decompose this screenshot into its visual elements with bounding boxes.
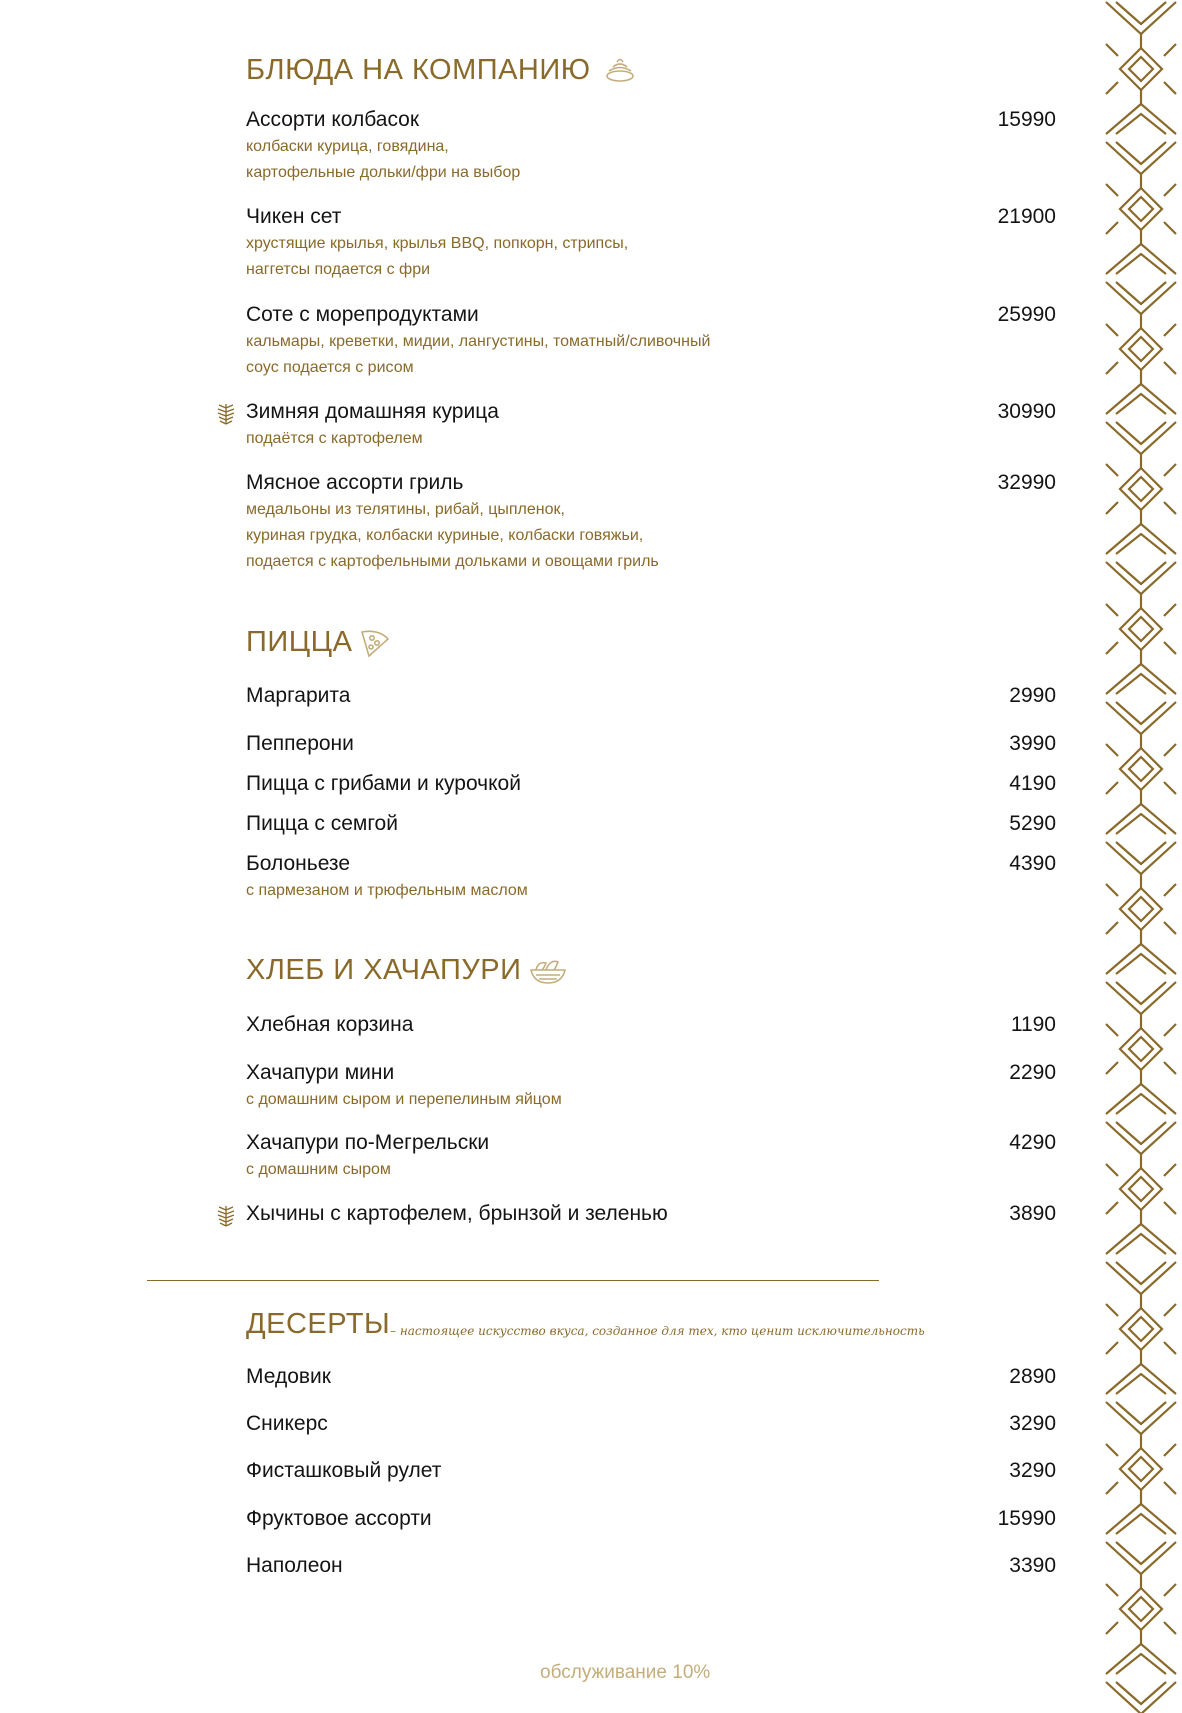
item-name: Пицца с семгой [246, 812, 398, 835]
desc-line: подаётся с картофелем [246, 430, 423, 447]
desserts-tagline: – настоящее искусство вкуса, созданное для тех, кто ценит исключительность [390, 1324, 925, 1338]
menu-item [246, 400, 1056, 452]
menu-item [246, 684, 1056, 708]
desc-line: картофельные дольки/фри на выбор [246, 164, 521, 181]
item-name: Фисташковый рулет [246, 1459, 442, 1482]
section-title-pizza [246, 626, 391, 659]
menu-item [246, 1131, 1056, 1183]
bread-basket-icon [528, 956, 568, 986]
item-description [246, 426, 1056, 452]
menu-item [246, 303, 1056, 381]
menu-item [246, 1554, 1056, 1578]
item-description [246, 878, 1056, 904]
item-description [246, 329, 1056, 381]
item-name: Сникерс [246, 1412, 328, 1435]
item-price: 2890 [1009, 1365, 1056, 1388]
item-price: 2990 [1009, 684, 1056, 707]
item-description [246, 134, 1056, 186]
desc-line: с домашним сыром и перепелиным яйцом [246, 1091, 562, 1108]
menu-item [246, 852, 1056, 904]
section-title-text: БЛЮДА НА КОМПАНИЮ [246, 54, 591, 86]
desc-line: соус подается с рисом [246, 359, 414, 376]
desc-line: хрустящие крылья, крылья BBQ, попкорн, стрипсы, [246, 235, 629, 252]
signature-leaf-icon [214, 402, 238, 426]
item-name: Медовик [246, 1365, 331, 1388]
section-title-desserts [246, 1308, 390, 1341]
item-price: 32990 [997, 471, 1056, 494]
menu-item [246, 205, 1056, 283]
signature-leaf-icon [214, 1204, 238, 1228]
item-name: Хычины с картофелем, брынзой и зеленью [246, 1202, 668, 1225]
item-name: Соте с морепродуктами [246, 303, 479, 326]
item-name: Болоньезе [246, 852, 350, 875]
item-name: Фруктовое ассорти [246, 1507, 432, 1530]
menu-item [246, 1412, 1056, 1436]
menu-item [246, 772, 1056, 796]
menu-item [246, 1507, 1056, 1531]
item-name: Пепперони [246, 732, 354, 755]
section-title-text: ПИЦЦА [246, 626, 353, 658]
item-price: 3290 [1009, 1459, 1056, 1482]
ornament-border [1100, 0, 1182, 1713]
item-name: Хлебная корзина [246, 1013, 414, 1036]
item-price: 4290 [1009, 1131, 1056, 1154]
desc-line: подается с картофельными дольками и овощами гриль [246, 553, 659, 570]
item-name: Хачапури мини [246, 1061, 395, 1084]
desc-line: наггетсы подается с фри [246, 261, 431, 278]
menu-item [246, 471, 1056, 575]
section-title-text: ДЕСЕРТЫ [246, 1308, 391, 1340]
desc-line: с домашним сыром [246, 1161, 391, 1178]
section-divider [147, 1280, 879, 1281]
item-description [246, 231, 1056, 283]
item-price: 3990 [1009, 732, 1056, 755]
desc-line: с пармезаном и трюфельным маслом [246, 882, 528, 899]
item-name: Чикен сет [246, 205, 342, 228]
menu-item [246, 732, 1056, 756]
section-title-bread [246, 954, 568, 987]
item-name: Наполеон [246, 1554, 343, 1577]
item-name: Маргарита [246, 684, 351, 707]
item-description [246, 1087, 1056, 1113]
section-title-text: ХЛЕБ И ХАЧАПУРИ [246, 954, 522, 986]
service-charge-note: обслуживание 10% [540, 1662, 711, 1683]
item-name: Зимняя домашняя курица [246, 400, 499, 423]
item-price: 4190 [1009, 772, 1056, 795]
menu-item [246, 1061, 1056, 1113]
item-price: 3890 [1009, 1202, 1056, 1225]
item-name: Хачапури по-Мегрельски [246, 1131, 490, 1154]
desc-line: колбаски курица, говядина, [246, 138, 449, 155]
item-price: 1190 [1010, 1013, 1056, 1036]
item-price: 30990 [997, 400, 1056, 423]
item-description [246, 1157, 1056, 1183]
menu-item [246, 108, 1056, 186]
item-price: 3390 [1009, 1554, 1056, 1577]
menu-item [246, 1013, 1056, 1037]
desc-line: медальоны из телятины, рибай, цыпленок, [246, 501, 565, 518]
item-price: 21900 [997, 205, 1056, 228]
menu-item [246, 812, 1056, 836]
item-price: 4390 [1009, 852, 1056, 875]
section-title-company [246, 54, 637, 88]
menu-item [246, 1365, 1056, 1389]
cake-icon [603, 54, 637, 88]
item-description [246, 497, 1056, 575]
item-name: Мясное ассорти гриль [246, 471, 464, 494]
desc-line: кальмары, креветки, мидии, лангустины, томатный/сливочный [246, 333, 711, 350]
menu-item [246, 1202, 1056, 1226]
item-price: 5290 [1009, 812, 1056, 835]
item-price: 25990 [997, 303, 1056, 326]
pizza-slice-icon [359, 627, 391, 659]
item-name: Ассорти колбасок [246, 108, 420, 131]
item-price: 15990 [997, 108, 1056, 131]
item-price: 2290 [1009, 1061, 1056, 1084]
item-price: 15990 [997, 1507, 1056, 1530]
menu-item [246, 1459, 1056, 1483]
item-price: 3290 [1009, 1412, 1056, 1435]
item-name: Пицца с грибами и курочкой [246, 772, 521, 795]
desc-line: куриная грудка, колбаски куриные, колбаски говяжьи, [246, 527, 644, 544]
